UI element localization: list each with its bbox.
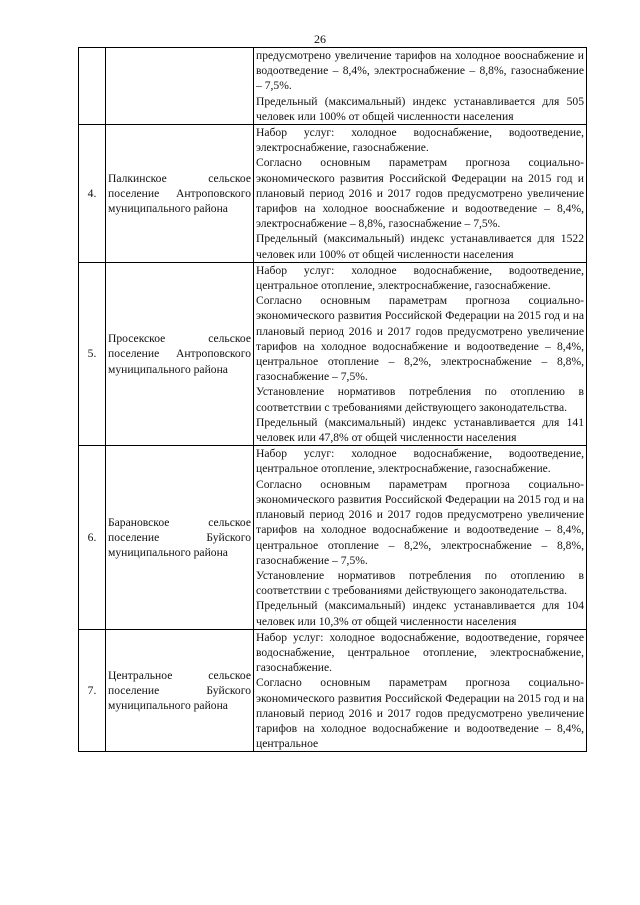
description-paragraph: Установление нормативов потребления по отоплению в соответствии с требованиями действующего законодательства. [256,385,584,414]
row-description [254,446,587,629]
settlement-name [106,48,254,125]
table-row [79,262,587,445]
table-row [79,48,587,125]
row-description [254,48,587,125]
description-paragraph: Согласно основным параметрам прогноза социально-экономического развития Российской Федерации на 2015 год и плановый период 2016 и 2017 годов предусмотрено увеличение тарифов на холодное вооснабжение и водоотведение – 8,4%, электроснабжение – 8,8%, газоснабжение – 7,5%. [256,156,584,231]
description-paragraph: Установление нормативов потребления по отоплению в соответствии с требованиями действующего законодательства. [256,568,584,598]
description-paragraph: Набор услуг: холодное водоснабжение, водоотведение, центральное отопление, электроснабжение, газоснабжение. [256,447,584,476]
description-paragraph: Набор услуг: холодное водоснабжение, водоотведение, центральное отопление, электроснабжение, газоснабжение. [256,263,584,293]
description-paragraph: Согласно основным параметрам прогноза социально-экономического развития Российской Федерации на 2015 год и на плановый период 2016 и 2017 годов предусмотрено увеличение тарифов на холодное водоснабжение и водоотведение – 8,4%, центральное [256,676,584,751]
row-number: 6. [79,446,106,629]
description-paragraph: Согласно основным параметрам прогноза социально-экономического развития Российской Федерации на 2015 год и на плановый период 2016 и 2017 годов предусмотрено увеличение тарифов на холодное водоснабжение и водоотведение – 8,4%, центральное отопление – 8,2%, электроснабжение – 8,8%, газоснабжение – 7,5%. [256,477,584,567]
page-number: 26 [314,32,326,46]
row-description [254,125,587,263]
description-paragraph: Набор услуг: холодное водоснабжение, водоотведение, горячее водоснабжение, центральное отопление, электроснабжение, газоснабжение. [256,630,584,675]
table-row [79,629,587,752]
settlement-name: Палкинское сельское поселение Антроповского муниципального района [106,125,254,263]
description-paragraph: Предельный (максимальный) индекс устанавливается для 104 человек или 10,3% от общей численности населения [256,599,584,628]
row-description [254,262,587,445]
settlement-name: Барановское сельское поселение Буйского муниципального района [106,446,254,629]
settlement-name: Центральное сельское поселение Буйского муниципального района [106,629,254,752]
description-paragraph: Предельный (максимальный) индекс устанавливается для 1522 человек или 100% от общей численности населения [256,232,584,261]
table-row [79,446,587,629]
row-number [79,48,106,125]
description-paragraph: Предельный (максимальный) индекс устанавливается для 505 человек или 100% от общей численности населения [256,94,584,123]
row-description [254,629,587,752]
description-paragraph: Согласно основным параметрам прогноза социально-экономического развития Российской Федерации на 2015 год и на плановый период 2016 и 2017 годов предусмотрено увеличение тарифов на холодное водоснабжение и водоотведение – 8,4%, центральное отопление – 8,2%, электроснабжение – 8,8%, газоснабжение – 7,5%. [256,294,584,384]
description-paragraph: Предельный (максимальный) индекс устанавливается для 141 человек или 47,8% от общей численности населения [256,415,584,445]
row-number: 5. [79,262,106,445]
row-number: 4. [79,125,106,263]
row-number: 7. [79,629,106,752]
table-row [79,125,587,263]
tariff-table [78,47,587,752]
description-paragraph: предусмотрено увеличение тарифов на холодное вооснабжение и водоотведение – 8,4%, электроснабжение – 8,8%, газоснабжение – 7,5%. [256,49,584,93]
description-paragraph: Набор услуг: холодное водоснабжение, водоотведение, электроснабжение, газоснабжение. [256,126,584,155]
settlement-name: Просекское сельское поселение Антроповского муниципального района [106,262,254,445]
